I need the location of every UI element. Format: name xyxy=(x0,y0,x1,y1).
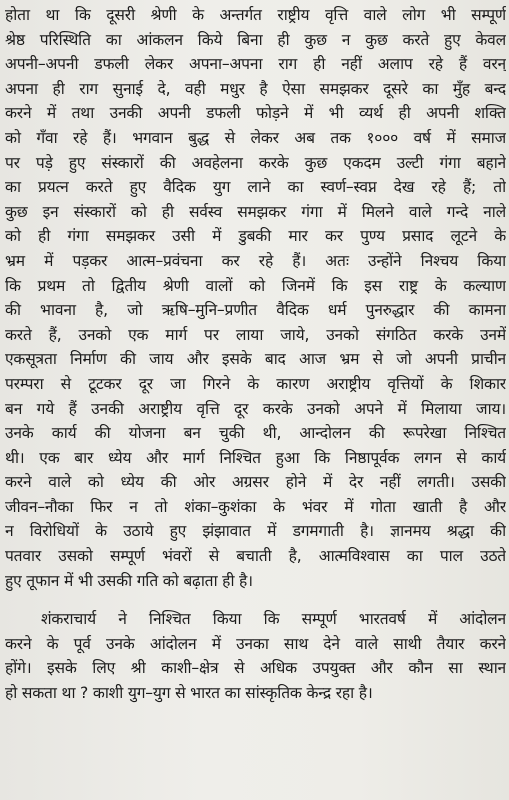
text-line: थी। एक बार ध्येय और मार्ग निश्चित हुआ कि निष्ठापूर्वक लगन से कार्य xyxy=(5,448,506,467)
text-line: जीवन–नौका फिर न तो शंका–कुशंका के भंवर में गोता खाती है और xyxy=(5,497,506,516)
paragraph xyxy=(5,3,506,593)
text-line: परम्परा से टूटकर दूर जा गिरने के कारण अराष्ट्रीय वृत्तियों के शिकार xyxy=(5,374,506,393)
text-line: शंकराचार्य ने निश्चित किया कि सम्पूर्ण भारतवर्ष में आंदोलन xyxy=(41,610,506,629)
text-line: का प्रयत्न करते हुए वैदिक युग लाने का स्वर्ण–स्वप्न देख रहे हैं; तो xyxy=(5,178,506,197)
text-line: को गँवा रहे हैं। भगवान बुद्ध से लेकर अब तक १००० वर्ष में समाज xyxy=(5,128,506,147)
text-line: हुए तूफान में भी उसकी गति को बढ़ाता ही है। xyxy=(5,571,253,590)
text-line: अपना ही राग सुनाई दे, वही मधुर है ऐसा समझकर दूसरे का मुँह बन्द xyxy=(5,79,506,98)
body-text xyxy=(5,3,506,706)
text-line: एकसूत्रता निर्माण की जाय और इसके बाद आज भ्रम से जो अपनी प्राचीन xyxy=(5,350,506,369)
paragraph-gap xyxy=(5,593,506,607)
text-line: करने में तथा उनकी अपनी डफली फोड़ने में भी व्यर्थ ही अपनी शक्ति xyxy=(5,104,506,123)
text-line: होंगे। इसके लिए श्री काशी–क्षेत्र से अधिक उपयुक्त और कौन सा स्थान xyxy=(5,659,506,678)
text-line: करने के पूर्व उनके आंदोलन में उनका साथ देने वाले साथी तैयार करने xyxy=(5,634,506,653)
text-line: होता था कि दूसरी श्रेणी के अन्तर्गत राष्ट्रीय वृत्ति वाले लोग भी सम्पूर्ण xyxy=(5,6,506,24)
text-line: अपनी–अपनी डफली लेकर अपना–अपना राग ही नहीं अलाप रहे हैं वरन् xyxy=(5,55,506,74)
text-line: कुछ इन संस्कारों को ही सर्वस्व समझकर गंगा में मिलने वाले गन्दे नाले xyxy=(5,202,506,221)
text-line: बन गये हैं उनकी अराष्ट्रीय वृत्ति दूर करके उनको अपने में मिलाया जाय। xyxy=(5,399,506,418)
text-line: हो सकता था ? काशी युग–युग से भारत का सांस्कृतिक केन्द्र रहा है। xyxy=(5,684,373,703)
text-line: कि प्रथम तो द्वितीय श्रेणी वालों को जिनमें कि इस राष्ट्र के कल्याण xyxy=(5,276,506,295)
text-line: पतवार उसको सम्पूर्ण भंवरों से बचाती है, आत्मविश्वास का पाल उठते xyxy=(5,547,506,566)
text-line: करते हैं, उनको एक मार्ग पर लाया जाये, उनको संगठित करके उनमें xyxy=(5,325,506,344)
text-line: की भावना है, जो ऋषि–मुनि–प्रणीत वैदिक धर्म पुनरुद्धार की कामना xyxy=(5,301,506,320)
text-line: भ्रम में पड़कर आत्म–प्रवंचना कर रहे हैं। अतः उन्होंने निश्चय किया xyxy=(5,251,506,270)
text-line: करने वाले को ध्येय की ओर अग्रसर होने में देर नहीं लगती। उसकी xyxy=(5,473,506,492)
text-line: न विरोधियों के उठाये हुए झंझावात में डगमगाती है। ज्ञानमय श्रद्धा की xyxy=(5,522,506,541)
text-line: को ही गंगा समझकर उसी में डुबकी मार कर पुण्य प्रसाद लूटने के xyxy=(5,227,506,246)
text-line: श्रेष्ठ परिस्थिति का आंकलन किये बिना ही कुछ न कुछ करते हुए केवल xyxy=(5,30,506,49)
paragraph xyxy=(5,607,506,705)
text-line: उनके कार्य की योजना बन चुकी थी, आन्दोलन की रूपरेखा निश्चित xyxy=(5,424,506,443)
text-line: पर पड़े हुए संस्कारों की अवहेलना करके कुछ एकदम उल्टी गंगा बहाने xyxy=(5,153,506,172)
